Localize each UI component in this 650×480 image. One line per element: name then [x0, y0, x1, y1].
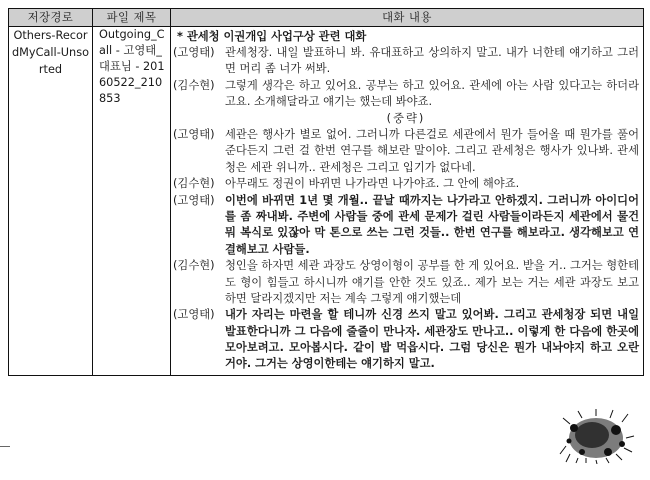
table-row	[9, 27, 644, 376]
speaker-label: (김수현)	[173, 79, 215, 93]
file-title-cell: Outgoing_Call - 고영태_대표님 - 20160522_210853	[93, 27, 171, 376]
speaker-label: (고영태)	[173, 128, 215, 142]
dialogue-turn	[173, 45, 639, 77]
utterance-text: 청인을 하자면 세관 과장도 상영이형이 공부를 한 게 있어요. 받을 거.. 그거는 형한테도 형이 힘들고 하시니까 얘기를 안한 것도 있죠.. 제가 보는 거는 세관 과장도 보고 하면 달라지겠지만 저는 계속 그렇게 얘기했는데	[225, 259, 639, 305]
dialogue-turn	[173, 193, 639, 258]
conversation-log-table	[8, 8, 644, 376]
omission-marker: (중략)	[386, 112, 426, 126]
speaker-label: (고영태)	[173, 46, 215, 60]
storage-path-cell: Others-RecordMyCall-Unsorted	[9, 27, 93, 376]
seal-stamp-icon	[556, 408, 636, 464]
speaker-label: (고영태)	[173, 308, 215, 322]
speaker-label: (김수현)	[173, 259, 215, 273]
dialogue-turn	[173, 258, 639, 307]
utterance-text: 이번에 바뀌면 1년 몇 개월.. 끝날 때까지는 나가라고 안하겠지. 그러니까 아이디어를 좀 짜내봐. 주변에 사람들 중에 관세 문제가 걸린 사람들이라든지 세관에서 물건 뭐 복식로 있잖아 막 톤으로 쓰는 그런 것들.. 한번 연구를 해보라고. 생각해보고 연결해보고 사람들.	[225, 194, 639, 256]
header-row	[9, 9, 644, 27]
header-content: 대화 내용	[171, 9, 644, 27]
utterance-text: 아무래도 정권이 바뀌면 나가라면 나가야죠. 그 안에 해야죠.	[225, 177, 520, 191]
speaker-label: (김수현)	[173, 177, 215, 191]
dialogue-turn	[173, 78, 639, 110]
dialogue-turn	[173, 307, 639, 372]
scan-edge-mark	[0, 446, 10, 447]
conversation-content-cell	[171, 27, 644, 376]
utterance-text: 내가 자리는 마련을 할 테니까 신경 쓰지 말고 있어봐. 그리고 관세청장 되면 내일 발표한다니까 그 다음에 줄줄이 만나자. 세관장도 만나고.. 이렇게 한 다음에 한곳에 모아보려고. 모아봅시다. 같이 밥 먹읍시다. 그럼 당신은 뭔가 내놔야지 하고 오란 거야. 그거는 상영이한테는 얘기하지 말고.	[225, 308, 639, 371]
utterance-text: 관세청장. 내일 발표하니 봐. 유대표하고 상의하지 말고. 내가 너한테 얘기하고 그러면 머리 좀 너가 써봐.	[225, 46, 639, 76]
dialogue-turn	[173, 127, 639, 176]
header-path: 저장경로	[9, 9, 93, 27]
subject-line: * 관세청 이권개입 사업구상 관련 대화	[177, 30, 367, 43]
speaker-label: (고영태)	[173, 194, 215, 208]
utterance-text: 그렇게 생각은 하고 있어요. 공부는 하고 있어요. 관세에 아는 사람 있다고는 하더라고요. 소개해달라고 얘기는 했는데 봐야죠.	[225, 79, 639, 109]
utterance-text: 세관은 행사가 별로 없어. 그러니까 다른걸로 세관에서 뭔가 들어올 때 뭔가를 풀어준다든지 그런 걸 한번 연구를 해보란 말이야. 그리고 관세청은 행사가 있나봐. 관세청은 세관 위니까.. 관세청은 그리고 입기가 없다네.	[225, 128, 639, 174]
dialogue-turn	[173, 176, 639, 192]
header-file: 파일 제목	[93, 9, 171, 27]
